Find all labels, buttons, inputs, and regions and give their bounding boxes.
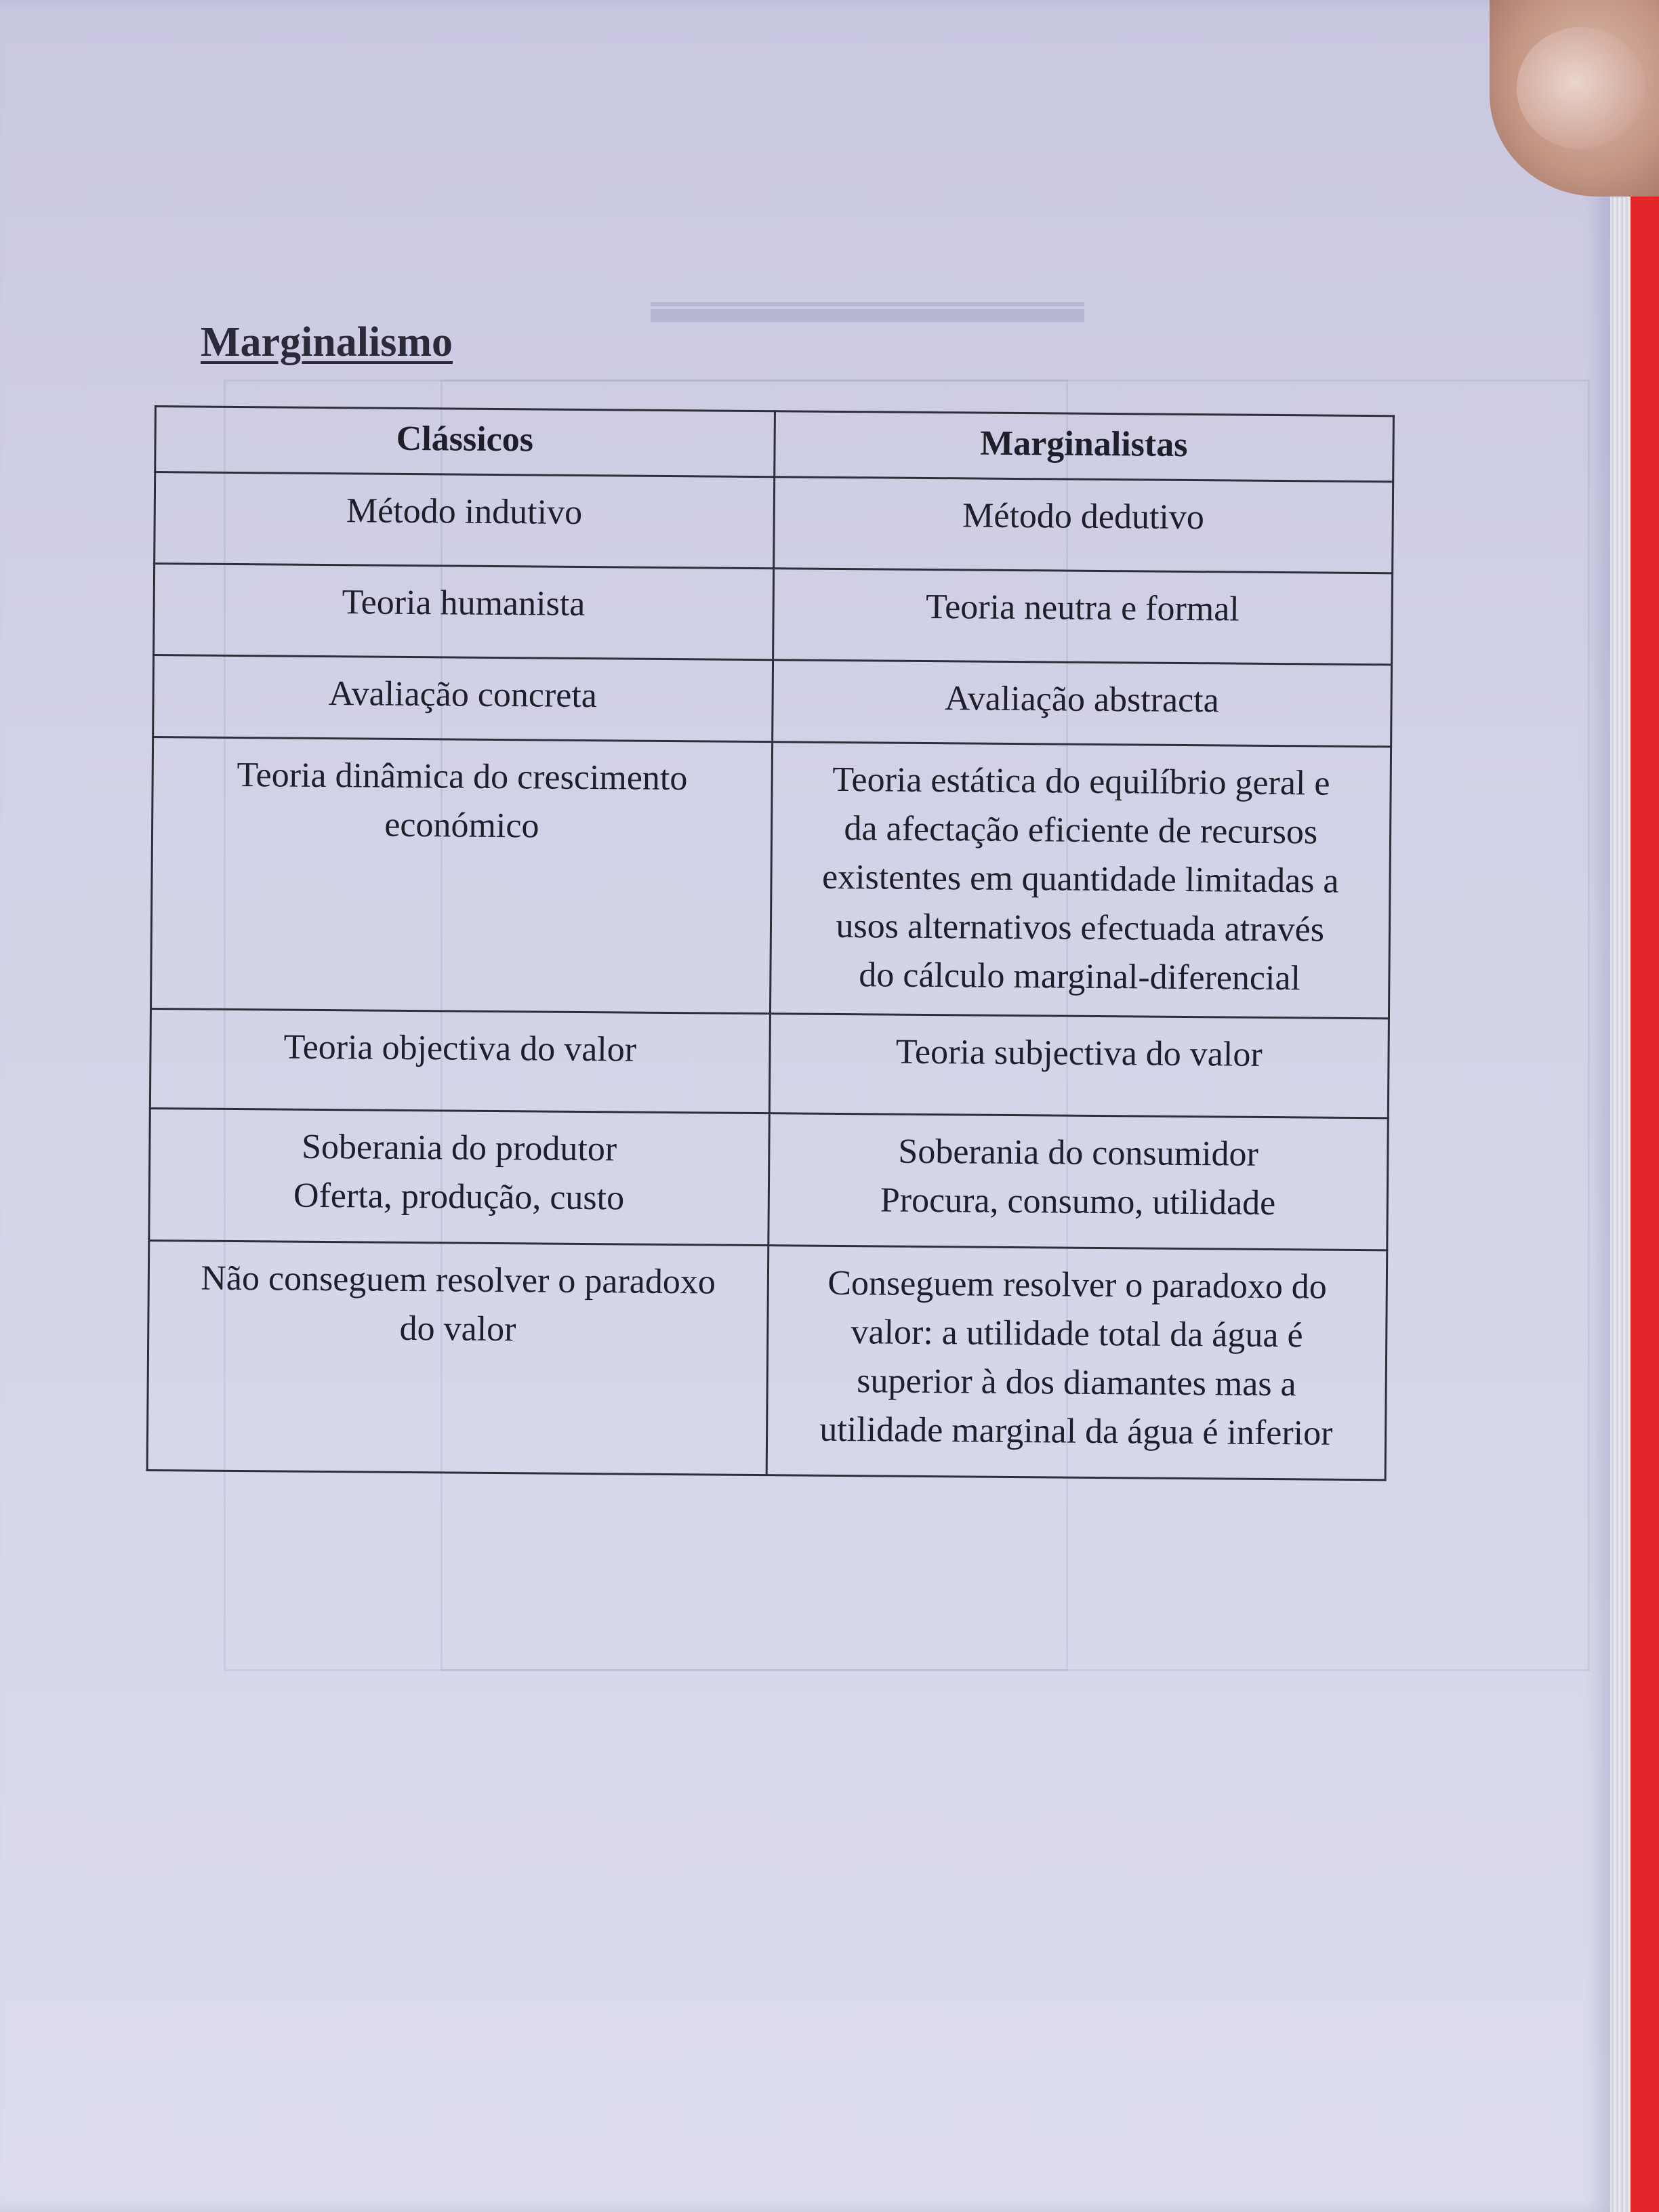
bleed-through-heading: ▬▬▬▬▬▬▬▬▬▬: [651, 300, 1084, 348]
cell-line: Teoria subjectiva do valor: [895, 1032, 1263, 1074]
cell-line: Teoria neutra e formal: [925, 587, 1240, 629]
cell-line: do cálculo marginal-diferencial: [859, 956, 1301, 998]
cell-classicos: [155, 472, 775, 569]
cell-line: económico: [384, 805, 539, 846]
cell-line: Teoria estática do equilíbrio geral e: [832, 760, 1330, 803]
cell-line: Oferta, produção, custo: [293, 1176, 625, 1218]
comparison-table: [146, 405, 1395, 1481]
cell-line: utilidade marginal da água é inferior: [819, 1410, 1333, 1453]
cell-marginalistas: [769, 1014, 1389, 1118]
cell-line: Método indutivo: [346, 491, 583, 532]
cell-marginalistas: [772, 660, 1391, 747]
cell-line: Método dedutivo: [962, 496, 1205, 537]
cell-line: Procura, consumo, utilidade: [880, 1181, 1276, 1223]
page-title: Marginalismo: [201, 319, 453, 365]
table-row: [154, 564, 1393, 665]
cell-line: Avaliação concreta: [328, 674, 598, 716]
cell-line: usos alternativos efectuada através: [836, 906, 1325, 949]
table-row: [151, 737, 1391, 1018]
cell-line: Soberania do consumidor: [898, 1132, 1259, 1174]
table-row: [155, 472, 1393, 573]
cell-line: Conseguem resolver o paradoxo do: [827, 1263, 1328, 1307]
table-row: [150, 1008, 1389, 1118]
cell-line: existentes em quantidade limitadas a: [821, 857, 1339, 901]
cell-marginalistas: [773, 477, 1393, 573]
cell-line: do valor: [399, 1309, 516, 1349]
header-classicos: Clássicos: [155, 407, 775, 477]
cell-line: superior à dos diamantes mas a: [857, 1361, 1296, 1404]
cell-line: Não conseguem resolver o paradoxo: [201, 1258, 716, 1302]
cell-marginalistas: [768, 1113, 1388, 1250]
cell-classicos: [147, 1240, 768, 1475]
cell-classicos: [149, 1108, 769, 1245]
cell-marginalistas: [773, 569, 1393, 665]
cell-line: Teoria humanista: [342, 583, 586, 623]
cell-classicos: [151, 737, 773, 1013]
table-row: [147, 1240, 1387, 1479]
table-row: [149, 1108, 1388, 1250]
cell-marginalistas: [766, 1246, 1387, 1480]
cell-marginalistas: [770, 742, 1391, 1019]
paper-stack-edge: [1610, 169, 1631, 2212]
cell-line: da afectação eficiente de recursos: [844, 809, 1318, 852]
cell-line: Teoria objectiva do valor: [283, 1027, 637, 1069]
table-header-row: [155, 407, 1394, 482]
cell-line: Teoria dinâmica do crescimento: [237, 755, 688, 798]
cell-classicos: [150, 1008, 770, 1113]
cell-classicos: [153, 655, 773, 742]
cell-line: Soberania do produtor: [301, 1127, 617, 1169]
cell-classicos: [154, 564, 774, 660]
cell-line: valor: a utilidade total da água é: [851, 1313, 1303, 1355]
header-marginalistas: Marginalistas: [774, 411, 1393, 482]
table-row: [153, 655, 1392, 747]
cell-line: Avaliação abstracta: [944, 679, 1219, 720]
